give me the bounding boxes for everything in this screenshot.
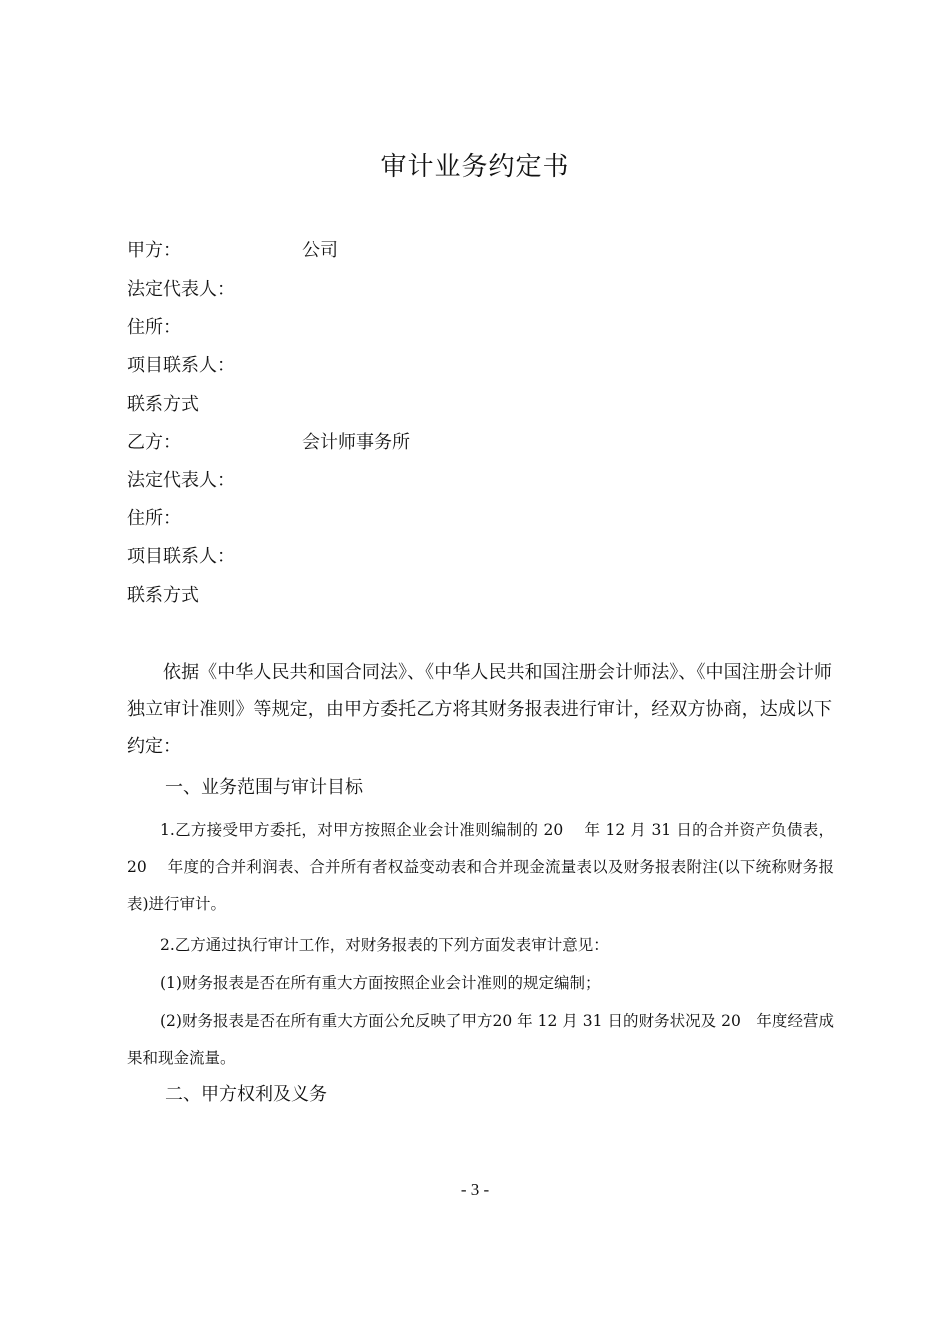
party-a-legal-rep-label: 法定代表人：	[127, 279, 235, 300]
party-b-contact-label: 项目联系人：	[127, 546, 235, 567]
party-b-legal-rep-label: 法定代表人：	[127, 470, 235, 491]
section-2-heading: 二、甲方权利及义务	[165, 1084, 327, 1105]
section-1-heading: 一、业务范围与审计目标	[165, 777, 363, 798]
document-title: 审计业务约定书	[380, 152, 570, 182]
clause-2-1: (1)财务报表是否在所有重大方面按照企业会计准则的规定编制；	[160, 974, 601, 992]
party-b-name: 会计师事务所	[302, 432, 410, 453]
party-a-name: 公司	[302, 240, 338, 261]
page-number: - 3 -	[460, 1180, 490, 1199]
party-a-address-label: 住所：	[127, 317, 181, 338]
party-a-label: 甲方：	[127, 240, 181, 261]
party-a-contact-method-label: 联系方式	[127, 394, 199, 415]
party-b-label: 乙方：	[127, 432, 181, 453]
party-b-contact-method-label: 联系方式	[127, 585, 199, 606]
party-b-address-label: 住所：	[127, 508, 181, 529]
clause-2-2: (2)财务报表是否在所有重大方面公允反映了甲方20 年 12 月 31 日的财务状况及 20 年度经营成果和现金流量。	[127, 1012, 834, 1067]
intro-paragraph: 依据《中华人民共和国合同法》、《中华人民共和国注册会计师法》、《中国注册会计师独立审计准则》等规定，由甲方委托乙方将其财务报表进行审计，经双方协商，达成以下约定：	[127, 662, 832, 757]
clause-1: 1.乙方接受甲方委托，对甲方按照企业会计准则编制的 20 年 12 月 31 日的合并资产负债表，20 年度的合并利润表、合并所有者权益变动表和合并现金流量表以及财务报表附注(以下统称财务报表)进行审计。	[127, 821, 834, 913]
party-a-contact-label: 项目联系人：	[127, 355, 235, 376]
clause-2: 2.乙方通过执行审计工作，对财务报表的下列方面发表审计意见：	[160, 936, 609, 954]
